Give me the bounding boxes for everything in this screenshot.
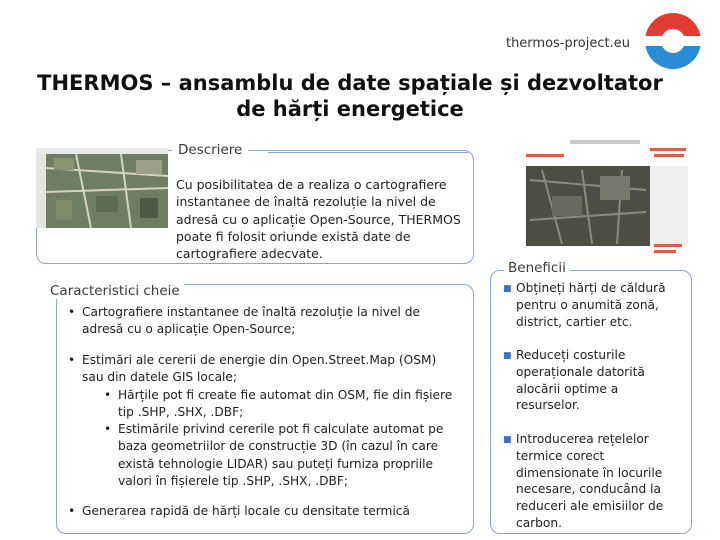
feature-item: [68, 503, 458, 520]
description-text: Cu posibilitatea de a realiza o cartografiere instantanee de înaltă rezoluție la nivel de adresă cu o aplicație Open-Source, THERMOS poate fi folosit oriunde există date de cartografiere adecvate.: [176, 177, 461, 262]
feature-subitem: [104, 387, 464, 422]
square-bullet-icon: ■: [503, 284, 512, 294]
bullet-icon: •: [104, 388, 112, 402]
feature-subitem: [104, 421, 464, 490]
benefits-heading: Beneficii: [504, 260, 570, 276]
page-title: THERMOS – ansamblu de date spațiale și dezvoltator de hărți energetice: [37, 71, 663, 121]
features-heading: Caracteristici cheie: [46, 283, 184, 299]
map-thumbnail: [36, 148, 168, 228]
heading-divider: [268, 152, 468, 153]
bullet-icon: •: [104, 422, 112, 436]
feature-item: [68, 304, 448, 339]
benefit-item: [503, 347, 684, 414]
feature-text: Cartografiere instantanee de înaltă rezoluție la nivel de adresă cu o aplicație Open-Source;: [82, 305, 420, 337]
benefit-item: [503, 280, 684, 330]
thermos-logo: [644, 12, 702, 70]
description-heading: Descriere: [172, 142, 248, 158]
benefit-item: [503, 431, 684, 532]
feature-text: Generarea rapidă de hărți locale cu densitate termică: [82, 504, 410, 518]
bullet-icon: •: [68, 305, 76, 319]
bullet-icon: •: [68, 504, 76, 518]
feature-subtext: Hărțile pot fi create fie automat din OSM, fie din fișiere tip .SHP, .SHX, .DBF;: [118, 388, 453, 420]
site-url[interactable]: thermos-project.eu: [505, 36, 630, 51]
feature-item: [68, 352, 458, 387]
feature-text: Estimări ale cererii de energie din Open.Street.Map (OSM) sau din datele GIS locale;: [82, 353, 437, 385]
square-bullet-icon: ■: [503, 435, 512, 445]
feature-subtext: Estimările privind cererile pot fi calculate automat pe baza geometriilor de construcție 3D (în cazul în care există tehnologie LIDAR) sau puteți furniza propriile valori în fișierele tip .SHP, .SHX, .DBF;: [118, 422, 444, 488]
square-bullet-icon: ■: [503, 351, 512, 361]
benefit-text: Introducerea rețelelor termice corect dimensionate în locurile necesare, conducând la reduceri ale emisiilor de carbon.: [516, 432, 664, 530]
benefit-text: Obțineți hărți de căldură pentru o anumită zonă, district, cartier etc.: [516, 281, 666, 329]
bullet-icon: •: [68, 353, 76, 367]
benefit-text: Reduceți costurile operaționale datorită alocării optime a resurselor.: [516, 348, 645, 413]
app-screenshot: [522, 140, 692, 258]
